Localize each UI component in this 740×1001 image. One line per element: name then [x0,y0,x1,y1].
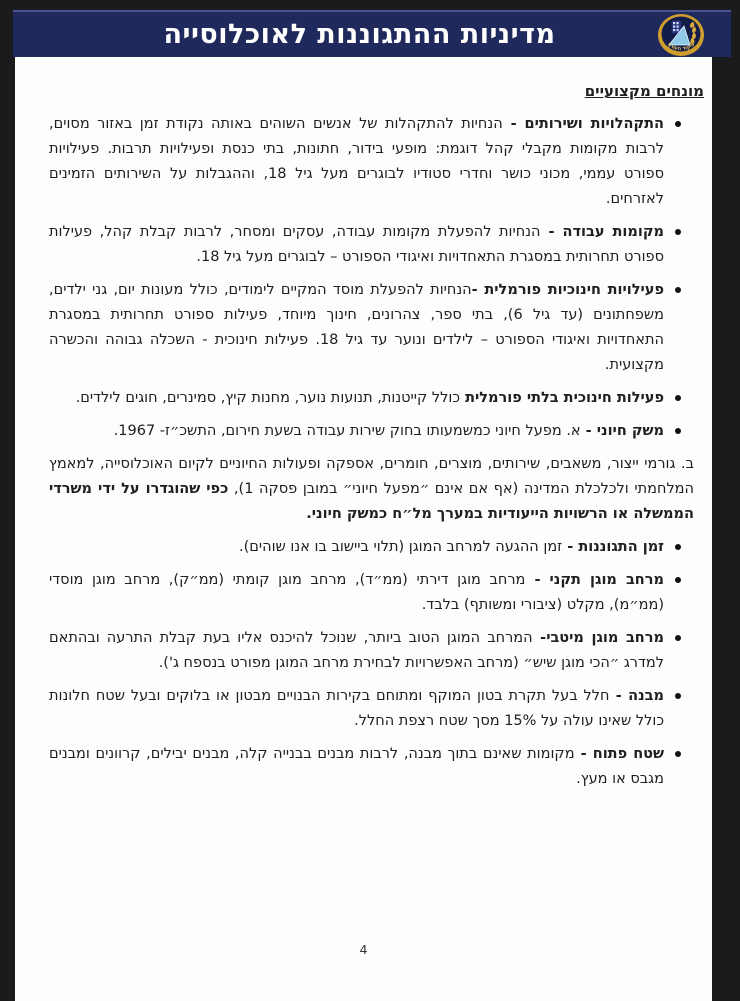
bullet-icon [675,121,681,127]
definition-text: מקומות שאינם בתוך מבנה, לרבות מבנים בבנייה קלה, מבנים יבילים, קרוונים ומבנים מגבס או מעץ. [49,746,664,787]
section-heading: מונחים מקצועיים [584,82,704,100]
term-list-item [49,278,664,378]
definition-term: זמן התגוננות - [562,539,664,555]
term-list-item [49,386,664,411]
definition-text: זמן ההגעה למרחב המוגן (תלוי ביישוב בו אנו שוהים). [239,539,563,555]
definition-text: הנחיות להתקהלות של אנשים השוהים באותה נקודת זמן באזור מסוים, לרבות מקומות מקבלי קהל דוגמת: מופעי בידור, חתונות, בתי כנסת ופעילויות תרבות. פעילויות ספורט עממי, מכוני כושר וחדרי סטודיו לבוגרים מעל גיל 18, וההגבלות על השירותים הזמינים לאזרחים. [49,116,664,207]
bullet-icon [675,577,681,583]
bullet-icon [675,428,681,434]
definition-term: מקומות עבודה - [540,224,664,240]
term-list-item [49,419,664,444]
home-front-command-logo [657,13,705,57]
definition-term: התקהלויות ושירותים - [502,116,664,132]
paragraph-text: ב. גורמי ייצור, משאבים, שירותים, מוצרים, חומרים, אספקה ופעולות החיוניים לקיום האוכלוסייה, למאמץ המלחמתי ולכלכלת המדינה (אף אם אינם ״מפעל חיוני״ במובן פסקה 1), [49,456,695,497]
bullet-icon [675,751,681,757]
page-number: 4 [359,942,368,957]
definition-term: מרחב מוגן תקני - [525,572,664,588]
bullet-icon [675,395,681,401]
bullet-icon [675,635,681,641]
definition-term: מרחב מוגן מיטבי- [532,630,664,646]
definition-text: חלל בעל תקרת בטון המוקף ומתוחם בקירות הבנויים מבטון או בלוקים ובעל שטח חלונות כולל שאינו עולה על 15% מסך שטח רצפת החלל. [49,688,664,729]
definition-text: א. מפעל חיוני כמשמעותו בחוק שירות עבודה בשעת חירום, התשכ״ז- 1967. [113,423,581,439]
definition-term: פעילות חינוכית בלתי פורמלית [460,390,664,406]
term-list-item [49,684,664,734]
logo-arc-text: פיקוד העורף [666,41,696,53]
definition-text: המרחב המוגן הטוב ביותר, שנוכל להיכנס אליו בעת קבלת התרעה ובהתאם למדרג ״הכי מוגן שיש״ (מרחב האפשרויות לבחירת מרחב המוגן מפורט בנספח ג'). [49,630,664,671]
bullet-icon [675,693,681,699]
page-title: מדיניות ההתגוננות לאוכלוסייה [163,19,556,50]
definition-text: הנחיות להפעלת מקומות עבודה, עסקים ומסחר, לרבות קבלת קהל, פעילות ספורט תחרותית במסגרת התאחדויות ואיגודי הספורט – לבוגרים מעל גיל 18. [49,224,664,265]
header-bar [13,10,731,57]
paragraph-bold-text: כפי שהוגדרו על ידי משרדי הממשלה או הרשויות הייעודיות במערך מל״ח כמשק חיוני. [49,481,694,522]
definition-term: מבנה - [609,688,664,704]
document-content [15,57,712,792]
term-list-item [49,112,664,212]
term-list-item [49,535,664,560]
definition-text: הנחיות להפעלת מוסד המקיים לימודים, כולל מעונות יום, גני ילדים, משפחתונים (עד גיל 6), בתי ספר, צהרונים, חינוך מיוחד, פעילות ספורט תחרותית במסגרת התאחדויות ואיגודי הספורט – לילדים ונוער עד גיל 18. פעילות חינוכית - השכלה גבוהה והכשרה מקצועית. [49,282,664,373]
bullet-icon [675,544,681,550]
term-list-item [49,626,664,676]
sub-paragraph-b [49,452,694,527]
definition-term: שטח פתוח - [574,746,664,762]
bullet-icon [675,287,681,293]
definition-text: כולל קייטנות, תנועות נוער, מחנות קיץ, סמינרים, חוגים לילדים. [75,390,461,406]
bullet-icon [675,229,681,235]
definition-text: מרחב מוגן דירתי (ממ״ד), מרחב מוגן קומתי (ממ״ק), מרחב מוגן מוסדי (ממ״מ), מקלט (ציבורי ומשותף) בלבד. [49,572,664,613]
definition-term: פעילויות חינוכיות פורמלית - [471,282,665,298]
document-page [15,57,712,1001]
definition-term: משק חיוני - [580,423,664,439]
term-list-item [49,568,664,618]
term-list-item [49,742,664,792]
term-list-item [49,220,664,270]
